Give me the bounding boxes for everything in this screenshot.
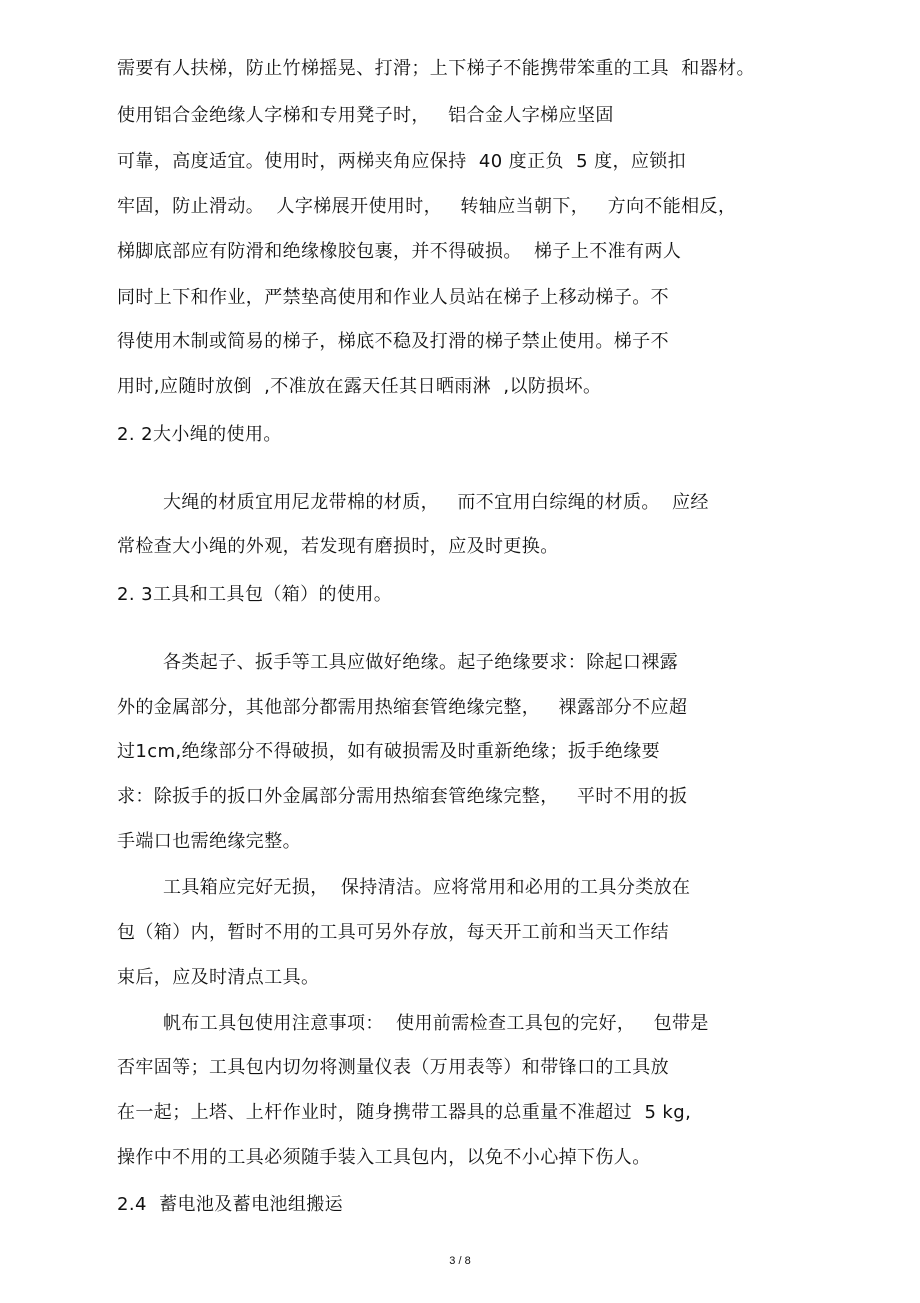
paragraph-line: 同时上下和作业，严禁垫高使用和作业人员站在梯子上移动梯子。不 xyxy=(117,287,669,308)
paragraph-line: 常检查大小绳的外观，若发现有磨损时，应及时更换。 xyxy=(117,536,559,557)
paragraph-line: 需要有人扶梯，防止竹梯摇晃、打滑；上下梯子不能携带笨重的工具 和器材。 xyxy=(117,58,755,79)
paragraph-line: 过1cm,绝缘部分不得破损，如有破损需及时重新绝缘；扳手绝缘要 xyxy=(117,741,661,762)
paragraph-line: 大绳的材质宜用尼龙带棉的材质， 而不宜用白综绳的材质。 应经 xyxy=(163,492,709,513)
paragraph-line: 各类起子、扳手等工具应做好绝缘。起子绝缘要求：除起口裸露 xyxy=(163,652,679,673)
paragraph-line: 得使用木制或简易的梯子，梯底不稳及打滑的梯子禁止使用。梯子不 xyxy=(117,331,669,352)
section-heading: 2. 3工具和工具包（箱）的使用。 xyxy=(117,584,393,605)
paragraph-line: 在一起；上塔、上杆作业时，随身携带工器具的总重量不准超过 5 kg, xyxy=(117,1102,692,1123)
section-heading: 2. 2大小绳的使用。 xyxy=(117,424,282,445)
paragraph-line: 包（箱）内，暂时不用的工具可另外存放，每天开工前和当天工作结 xyxy=(117,922,669,943)
paragraph-line: 用时,应随时放倒 ,不准放在露天任其日晒雨淋 ,以防损坏。 xyxy=(117,376,602,397)
paragraph-line: 束后，应及时清点工具。 xyxy=(117,967,320,988)
paragraph-line: 求：除扳手的扳口外金属部分需用热缩套管绝缘完整， 平时不用的扳 xyxy=(117,786,688,807)
page-number: 3 / 8 xyxy=(449,1255,471,1267)
paragraph-line: 操作中不用的工具必须随手装入工具包内，以免不小心掉下伤人。 xyxy=(117,1147,651,1168)
paragraph-line: 使用铝合金绝缘人字梯和专用凳子时， 铝合金人字梯应坚固 xyxy=(117,105,614,126)
paragraph-line: 帆布工具包使用注意事项： 使用前需检查工具包的完好， 包带是 xyxy=(163,1013,709,1034)
section-heading: 2.4 蓄电池及蓄电池组搬运 xyxy=(117,1194,344,1215)
paragraph-line: 梯脚底部应有防滑和绝缘橡胶包裹，并不得破损。 梯子上不准有两人 xyxy=(117,241,682,262)
paragraph-line: 否牢固等；工具包内切勿将测量仪表（万用表等）和带锋口的工具放 xyxy=(117,1057,669,1078)
paragraph-line: 可靠，高度适宜。使用时，两梯夹角应保持 40 度正负 5 度，应锁扣 xyxy=(117,151,687,172)
paragraph-line: 牢固，防止滑动。 人字梯展开使用时， 转轴应当朝下， 方向不能相反， xyxy=(117,196,737,217)
paragraph-line: 手端口也需绝缘完整。 xyxy=(117,831,301,852)
paragraph-line: 工具箱应完好无损， 保持清洁。应将常用和必用的工具分类放在 xyxy=(163,877,691,898)
paragraph-line: 外的金属部分，其他部分都需用热缩套管绝缘完整， 裸露部分不应超 xyxy=(117,697,688,718)
